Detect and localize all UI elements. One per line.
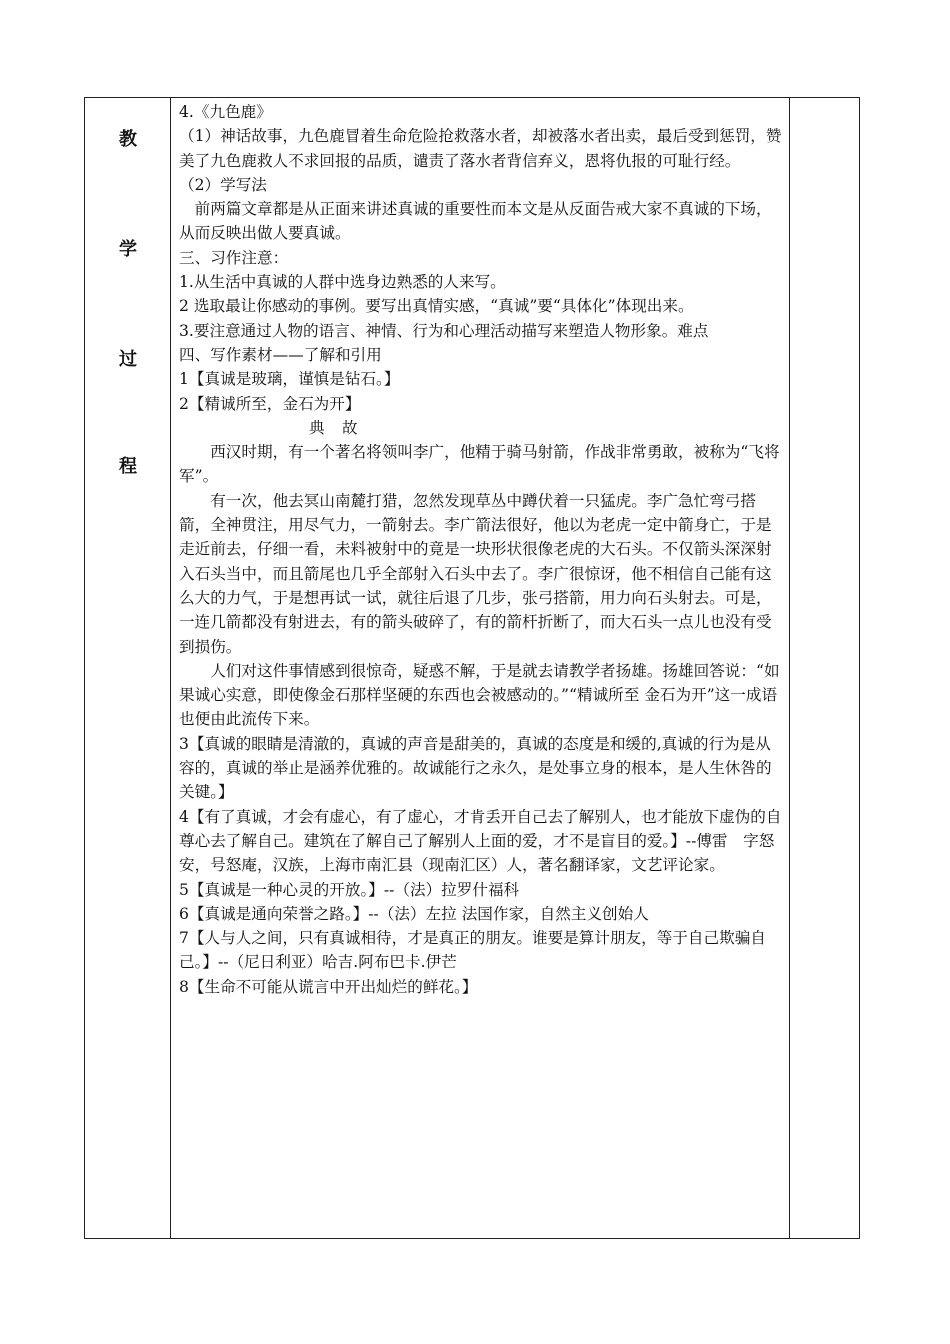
content-paragraph: 4.《九色鹿》 — [179, 103, 272, 121]
content-paragraph: 5【真诚是一种心灵的开放。】--（法）拉罗什福科 — [179, 880, 520, 899]
content-paragraph: 2 选取最让你感动的事例。要写出真情实感，“真诚”要“具体化”体现出来。 — [179, 297, 694, 316]
content-paragraph: 1.从生活中真诚的人群中选身边熟悉的人来写。 — [179, 273, 506, 292]
side-label-char: 过 — [119, 349, 137, 370]
content-paragraph: 1【真诚是玻璃，谨慎是钻石。】 — [179, 370, 400, 389]
content-paragraph: 6【真诚是通向荣誉之路。】--（法）左拉 法国作家，自然主义创始人 — [179, 904, 649, 923]
content-paragraph: 8【生命不可能从谎言中开出灿烂的鲜花。】 — [179, 977, 478, 996]
content-paragraph: 西汉时期，有一个著名将领叫李广，他精于骑马射箭，作战非常勇敢，被称为“飞将军”。 — [179, 443, 780, 486]
side-label-column — [85, 98, 171, 1238]
side-label-char: 教 — [119, 129, 137, 150]
lesson-table — [84, 97, 860, 1239]
content-paragraph: 四、写作素材——了解和引用 — [179, 345, 382, 364]
side-label-char: 学 — [119, 239, 137, 260]
content-paragraph: 有一次，他去冥山南麓打猎，忽然发现草丛中蹲伏着一只猛虎。李广急忙弯弓搭箭，全神贯注，用尽气力，一箭射去。李广箭法很好，他以为老虎一定中箭身亡，于是走近前去，仔细一看，未料被射中的竟是一块形状很像老虎的大石头。不仅箭头深深射入石头当中，而且箭尾也几乎全部射入石头中去了。李广很惊讶，他不相信自己能有这么大的力气，于是想再试一试，就往后退了几步，张弓搭箭，用力向石头射去。可是，一连几箭都没有射进去，有的箭头破碎了，有的箭杆折断了，而大石头一点儿也没有受到损伤。 — [179, 491, 772, 656]
content-paragraph: 3【真诚的眼睛是清澈的，真诚的声音是甜美的，真诚的态度是和缓的,真诚的行为是从容的，真诚的举止是涵养优雅的。故诚能行之永久，是处事立身的根本，是人生休咎的关键。】 — [179, 734, 772, 802]
content-paragraph: 4【有了真诚，才会有虚心，有了虚心，才肯丢开自己去了解别人，也才能放下虚伪的自尊心去了解自己。建筑在了解自己了解别人上面的爱，才不是盲目的爱。】--傅雷 字怒安，号怒庵，汉族，上海市南汇县（现南汇区）人，著名翻译家，文艺评论家。 — [179, 807, 782, 875]
content-paragraph: 三、习作注意： — [179, 248, 289, 267]
content-paragraph: 人们对这件事情感到很惊奇，疑惑不解，于是就去请教学者扬雄。扬雄回答说：“如果诚心实意，即使像金石那样坚硬的东西也会被感动的。”“精诚所至 金石为开”这一成语也便由此流传下来。 — [179, 661, 780, 729]
content-paragraph: 2【精诚所至，金石为开】 — [179, 394, 361, 413]
content-paragraph: 典 故 — [309, 418, 364, 437]
content-paragraph: （2）学写法 — [179, 175, 267, 194]
content-paragraph: 7【人与人之间，只有真诚相待，才是真正的朋友。谁要是算计朋友，等于自己欺骗自己。】--（尼日利亚）哈吉.阿布巴卡.伊芒 — [179, 929, 766, 972]
side-label-char: 程 — [119, 456, 137, 477]
content-paragraph: （1）神话故事，九色鹿冒着生命危险抢救落水者，却被落水者出卖，最后受到惩罚，赞美了九色鹿救人不求回报的品质，谴责了落水者背信弃义，恩将仇报的可耻行经。 — [179, 127, 782, 170]
content-paragraph: 3.要注意通过人物的语言、神情、行为和心理活动描写来塑造人物形象。难点 — [179, 321, 709, 340]
notes-column — [789, 98, 859, 1238]
content-paragraph: 前两篇文章都是从正面来讲述真诚的重要性而本文是从反面告戒大家不真诚的下场，从而反映出做人要真诚。 — [179, 200, 772, 243]
lesson-content — [179, 100, 785, 999]
